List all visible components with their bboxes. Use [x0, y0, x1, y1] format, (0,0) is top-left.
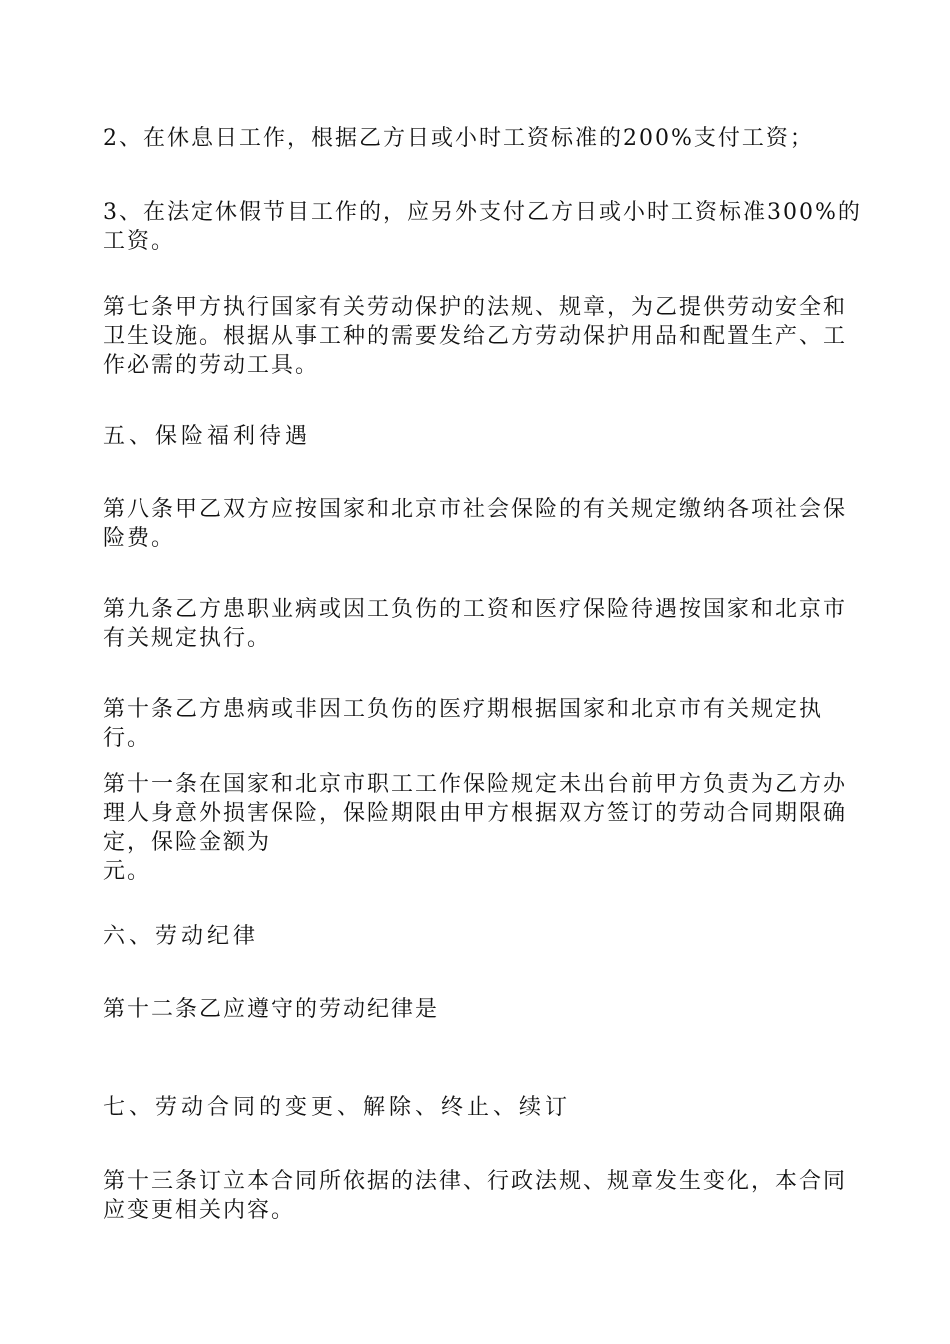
- paragraph-article-8: 第八条甲乙双方应按国家和北京市社会保险的有关规定缴纳各项社会保险费。: [103, 497, 848, 551]
- section-heading-discipline: 六、劳动纪律: [103, 924, 260, 949]
- paragraph-overtime-rest-day: 2、在休息日工作，根据乙方日或小时工资标准的200%支付工资；: [103, 126, 814, 151]
- paragraph-article-12: 第十二条乙应遵守的劳动纪律是: [103, 997, 440, 1022]
- paragraph-article-11: 第十一条在国家和北京市职工工作保险规定未出台前甲方负责为乙方办理人身意外损害保险，保险期限由甲方根据双方签订的劳动合同期限确定，保险金额为 元。: [103, 772, 848, 884]
- paragraph-article-13: 第十三条订立本合同所依据的法律、行政法规、规章发生变化，本合同应变更相关内容。: [103, 1169, 848, 1223]
- paragraph-article-10: 第十条乙方患病或非因工负伤的医疗期根据国家和北京市有关规定执行。: [103, 697, 824, 751]
- paragraph-article-9: 第九条乙方患职业病或因工负伤的工资和医疗保险待遇按国家和北京市有关规定执行。: [103, 597, 848, 651]
- paragraph-article-7: 第七条甲方执行国家有关劳动保护的法规、规章，为乙提供劳动安全和卫生设施。根据从事工种的需要发给乙方劳动保护用品和配置生产、工作必需的劳动工具。: [103, 295, 848, 378]
- paragraph-overtime-holiday: 3、在法定休假节目工作的，应另外支付乙方日或小时工资标准300%的工资。: [103, 200, 862, 254]
- section-heading-contract-changes: 七、劳动合同的变更、解除、终止、续订: [103, 1095, 572, 1120]
- section-heading-insurance: 五、保险福利待遇: [103, 424, 312, 449]
